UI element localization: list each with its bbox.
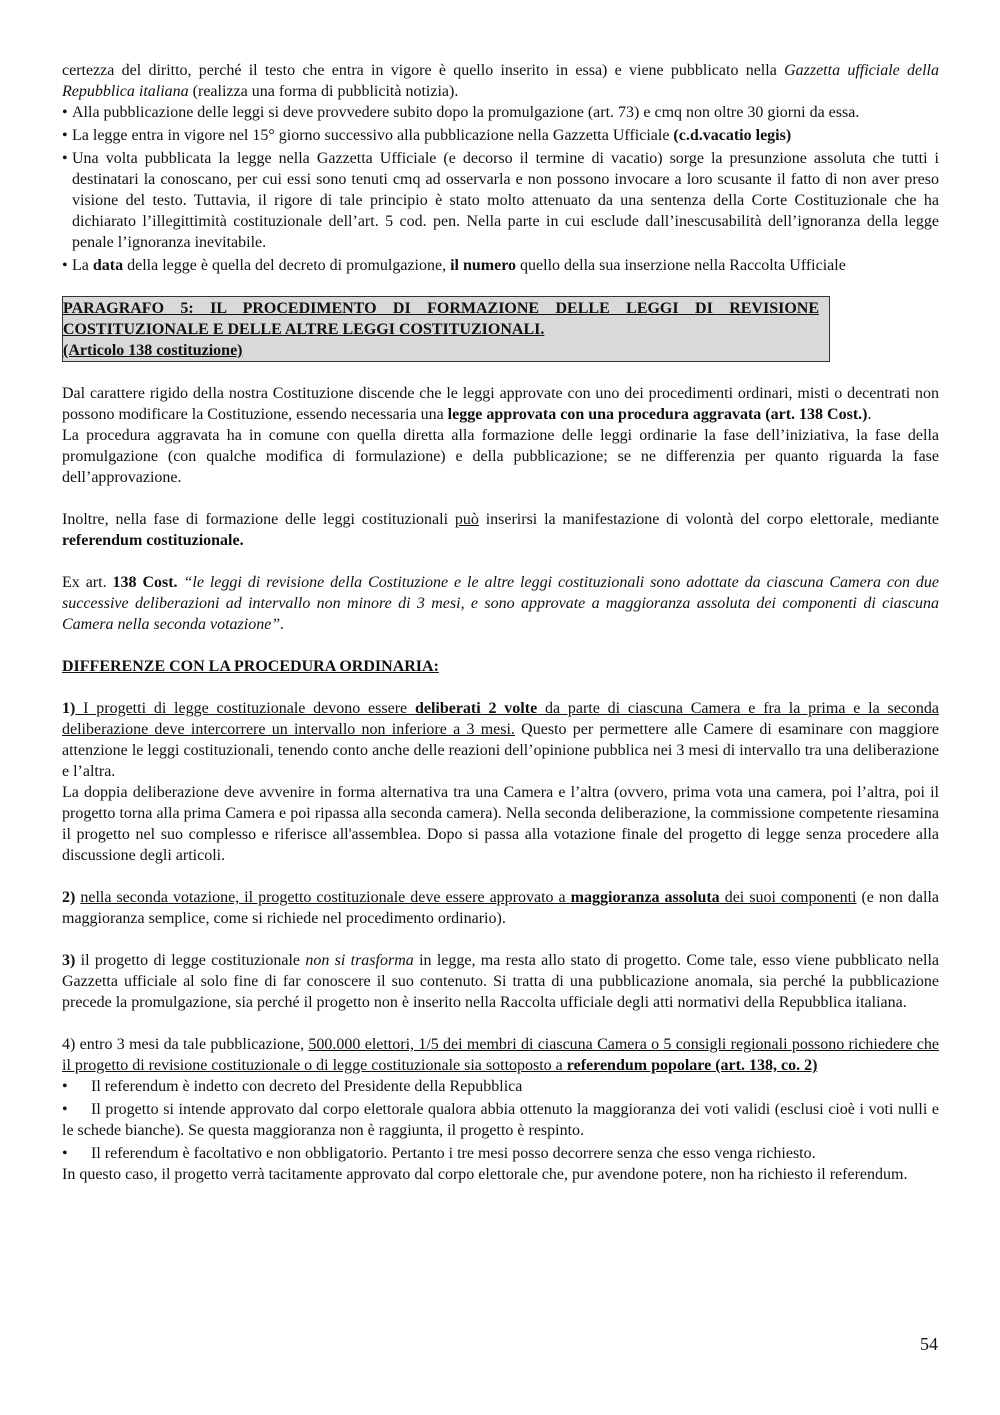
gazzetta-title: Gazzetta ufficiale della Repubblica italiana	[62, 62, 939, 100]
text: quello della sua inserzione nella Raccolta Ufficiale	[516, 257, 846, 274]
text: La legge entra in vigore nel 15° giorno successivo alla pubblicazione nella Gazzetta Ufficiale	[72, 127, 674, 144]
bullet-icon: •	[62, 1101, 68, 1118]
body-paragraph	[62, 383, 939, 425]
text: deliberati 2 volte	[414, 700, 538, 717]
text: .	[867, 406, 872, 423]
bullet-icon: •	[62, 1078, 68, 1095]
text: (realizza una forma di pubblicità notizia).	[188, 83, 459, 100]
difference-item-1	[62, 698, 939, 782]
text: Inoltre, nella fase di formazione delle leggi costituzionali	[62, 511, 455, 528]
text: Questo per permettere alle Camere di esaminare con maggiore attenzione le leggi costituzionali, tenendo conto anche delle reazioni dell’opinione pubblica nei 3 mesi di intervallo tra una deliberazione e l’altra.	[62, 721, 939, 780]
text: 500.000 elettori, 1/5 dei membri di ciascuna Camera o 5 consigli regionali possono richiedere che il progetto di revisione costituzionale o di legge costituzionale sia sottoposto a	[62, 1036, 940, 1074]
body-paragraph: La procedura aggravata ha in comune con quella diretta alla formazione delle leggi ordinarie la fase dell’iniziativa, la fase della promulgazione (con qualche modifica di formulazione) e della pubblicazione; se ne differenzia per quanto riguarda la fase dell’approvazione.	[62, 427, 939, 486]
text: maggioranza assoluta	[570, 889, 720, 906]
body-paragraph: In questo caso, il progetto verrà tacitamente approvato dal corpo elettorale che, pur avendone potere, non ha richiesto il referendum.	[62, 1166, 908, 1183]
item-number: 1)	[62, 700, 76, 717]
text: dei suoi componenti	[719, 889, 857, 906]
text: da parte di ciascuna Camera e fra la prima e la seconda deliberazione deve intercorrere un intervallo non inferiore a 3 mesi.	[62, 700, 939, 738]
list-item	[62, 1099, 939, 1141]
document-page	[62, 60, 939, 1185]
item-number: 3)	[62, 952, 76, 969]
intro-paragraph	[62, 60, 939, 102]
text: non si trasforma	[305, 952, 414, 969]
quote: “le leggi di revisione della Costituzione e le altre leggi costituzionali sono adottate da ciascuna Camera con due successive deliberazioni ad intervallo non minore di 3 mesi, e sono approvate a maggioranza assoluta dei componenti di ciascuna Camera nella seconda votazione”.	[62, 574, 940, 633]
text: 138 Cost.	[112, 574, 178, 591]
text: Alla pubblicazione delle leggi si deve provvedere subito dopo la promulgazione (art. 73) e cmq non oltre 30 giorni da essa.	[72, 104, 860, 121]
text: Una volta pubblicata la legge nella Gazzetta Ufficiale (e decorso il termine di vacatio) sorge la presunzione assoluta che tutti i destinatari la conoscano, per cui essi sono tenuti cmq ad osservarla e non possono invocare a loro scusante il fatto di non aver preso visione del testo. Tuttavia, il rigore di tale principio è stato molto attenuato da una sentenza della Corte Costituzionale che ha dichiarato l’illegittimità costituzionale dell’art. 5 cod. pen. Nella parte in cui esclude dall’inescusabilità dell’ignoranza della legge penale l’ignoranza inevitabile.	[72, 150, 939, 251]
difference-item-2	[62, 887, 939, 929]
difference-item-3	[62, 950, 939, 1013]
bullet-icon: •	[62, 150, 68, 167]
text: referendum popolare (art. 138, co. 2)	[566, 1057, 818, 1074]
text: legge approvata con una procedura aggravata (art. 138 Cost.)	[447, 406, 868, 423]
bullet-icon: •	[62, 104, 68, 121]
section-heading-box	[62, 296, 830, 362]
list-item	[62, 1076, 939, 1097]
text: Ex art.	[62, 574, 113, 591]
text: Il referendum è facoltativo e non obbligatorio. Pertanto i tre mesi posso decorrere senza che esso venga richiesto.	[91, 1145, 816, 1162]
text: inserirsi la manifestazione di volontà del corpo elettorale, mediante	[478, 511, 939, 528]
bullet-icon: •	[62, 127, 68, 144]
text: il progetto di legge costituzionale	[75, 952, 306, 969]
bullet-icon: •	[62, 257, 68, 274]
text: referendum costituzionale.	[62, 532, 244, 549]
page-number: 54	[920, 1334, 938, 1354]
text: può	[454, 511, 479, 528]
subheading	[62, 656, 939, 677]
section-heading: PARAGRAFO 5: IL PROCEDIMENTO DI FORMAZIONE DELLE LEGGI DI REVISIONE COSTITUZIONALE E DELLE ALTRE LEGGI COSTITUZIONALI.	[63, 300, 819, 338]
list-item	[62, 102, 939, 123]
text: nella seconda votazione, il progetto costituzionale deve essere approvato a	[80, 889, 571, 906]
item-number: 2)	[62, 889, 76, 906]
text: La	[72, 257, 93, 274]
list-item	[62, 125, 939, 146]
difference-item-4	[62, 1034, 939, 1076]
text: 4) entro 3 mesi da tale pubblicazione,	[62, 1036, 309, 1053]
bullet-icon: •	[62, 1145, 68, 1162]
text: della legge è quella del decreto di promulgazione,	[123, 257, 451, 274]
text: I progetti di legge costituzionale devono essere	[75, 700, 415, 717]
text: data	[92, 257, 124, 274]
text: Il progetto si intende approvato dal corpo elettorale qualora abbia ottenuto la maggioranza dei voti validi (esclusi cioè i voti nulli e le schede bianche). Se questa maggioranza non è raggiunta, il progetto è respinto.	[62, 1101, 939, 1139]
intro-bullet-list	[62, 102, 939, 276]
body-paragraph	[62, 572, 939, 635]
list-item	[62, 1143, 939, 1164]
text: DIFFERENZE CON LA PROCEDURA ORDINARIA:	[62, 658, 439, 675]
text: il numero	[450, 257, 517, 274]
text: in legge, ma resta allo stato di progetto. Come tale, esso viene pubblicato nella Gazzetta ufficiale al solo fine di far conoscere il suo contenuto. Si tratta di una pubblicazione anomala, sia perché la pubblicazione precede la promulgazione, sia perché il progetto non è inserito nella Raccolta ufficiale degli atti normativi della Repubblica italiana.	[62, 952, 940, 1011]
text: (c.d.vacatio legis)	[673, 127, 792, 144]
referendum-bullet-list	[62, 1076, 939, 1164]
text: Il referendum è indetto con decreto del Presidente della Repubblica	[91, 1078, 523, 1095]
list-item	[62, 148, 939, 253]
text: Dal carattere rigido della nostra Costituzione discende che le leggi approvate con uno dei procedimenti ordinari, misti o decentrati non possono modificare la Costituzione, essendo necessaria una	[62, 385, 939, 423]
body-paragraph: La doppia deliberazione deve avvenire in forma alternativa tra una Camera e l’altra (ovvero, prima vota una camera, poi l’altra, poi il progetto torna alla prima Camera e poi ripassa alla seconda camera). Nella seconda deliberazione, la commissione competente riesamina il progetto nel suo complesso e riferisce all'assemblea. Dopo si passa alla votazione finale del progetto di legge senza procedere alla discussione degli articoli.	[62, 784, 939, 864]
section-subheading: (Articolo 138 costituzione)	[63, 342, 243, 359]
list-item	[62, 255, 939, 276]
body-paragraph	[62, 509, 939, 551]
text: certezza del diritto, perché il testo che entra in vigore è quello inserito in essa) e viene pubblicato nella	[62, 62, 785, 79]
text: (e non dalla maggioranza semplice, come si richiede nel procedimento ordinario).	[62, 889, 940, 927]
